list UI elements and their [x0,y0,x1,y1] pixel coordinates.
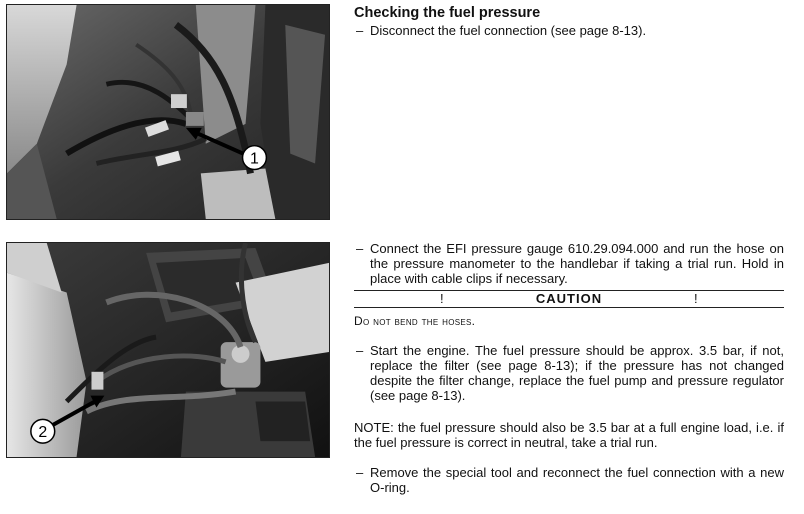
caution-label: CAUTION [535,291,603,306]
step-start-engine [354,343,784,403]
photo-pressure-gauge-connection [6,242,330,458]
step-disconnect [354,23,784,38]
bullet-dash: – [356,465,364,480]
bullet-dash: – [356,241,364,256]
bullet-dash: – [356,23,364,38]
bullet-dash: – [356,343,364,358]
step-remove-tool [354,465,784,495]
callout-2: 2 [38,424,48,442]
step-text: Start the engine. The fuel pressure should be approx. 3.5 bar, if not, replace the filter (see page 8-13); if the pressure has not changed despite the filter change, replace the fuel pump and pressure regulator (see page 8-13). [370,343,784,403]
section-title: Checking the fuel pressure [354,5,541,21]
step-connect-gauge [354,241,784,286]
caution-bar [354,290,784,308]
caution-mark-left: ! [440,291,444,306]
photo-fuel-connection [6,4,330,220]
callout-1: 1 [250,150,259,168]
caution-mark-right: ! [694,291,698,306]
note-paragraph: NOTE: the fuel pressure should also be 3.5 bar at a full engine load, i.e. if the fuel pressure is correct in neutral, take a trial run. [354,420,784,450]
step-text: Remove the special tool and reconnect the fuel connection with a new O-ring. [370,465,784,495]
step-text: Disconnect the fuel connection (see page 8-13). [370,23,647,38]
step-text: Connect the EFI pressure gauge 610.29.094.000 and run the hose on the pressure manometer to the handlebar if taking a trial run. Hold in place with cable clips if necessary. [370,241,784,286]
caution-text: Do not bend the hoses. [354,314,476,328]
